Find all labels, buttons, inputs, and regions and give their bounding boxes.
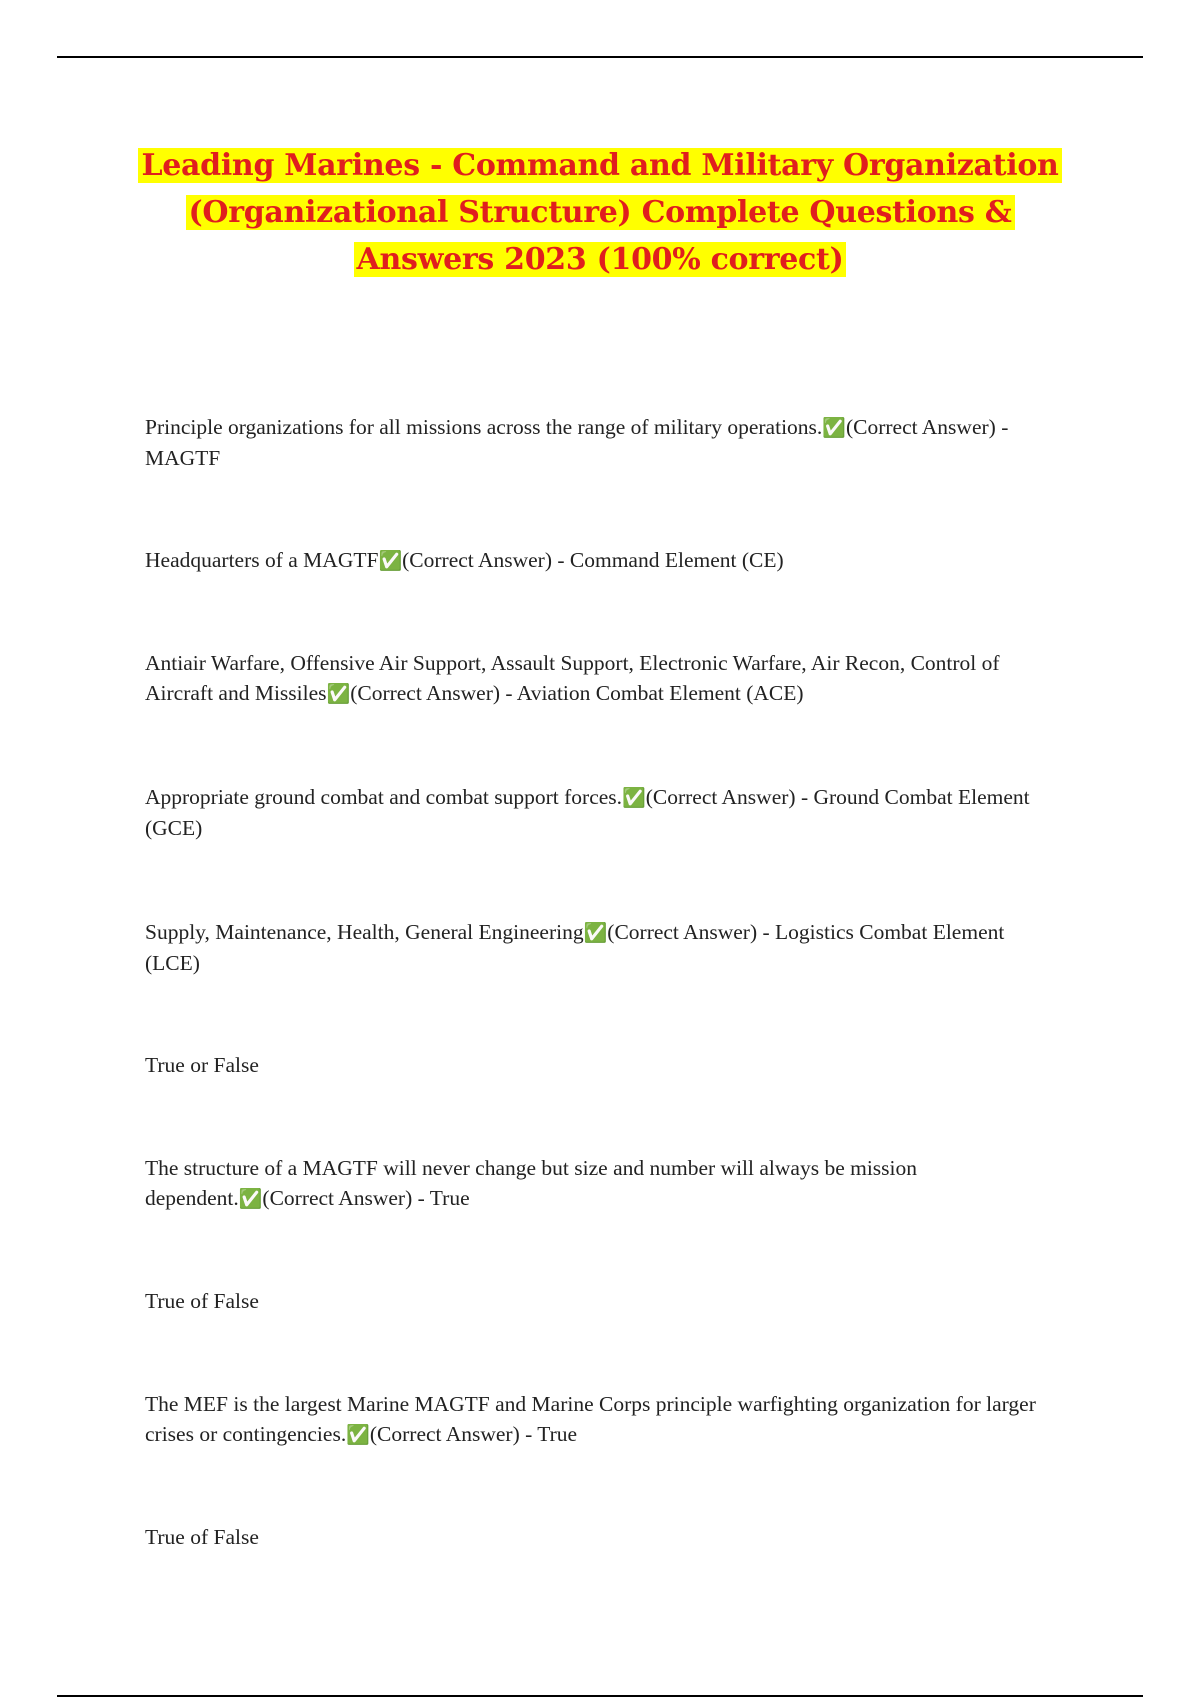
qa-entry-8 xyxy=(145,1286,1060,1316)
question-text: Headquarters of a MAGTF xyxy=(145,548,379,572)
qa-entry-7 xyxy=(145,1153,1060,1214)
answer-text: (Correct Answer) - Aviation Combat Element (ACE) xyxy=(350,681,804,705)
qa-entry-6 xyxy=(145,1050,1060,1080)
qa-entry-9 xyxy=(145,1389,1060,1450)
question-text: True or False xyxy=(145,1053,259,1077)
question-text: True of False xyxy=(145,1289,259,1313)
check-mark-icon: ✅ xyxy=(622,787,646,809)
title-line-3: Answers 2023 (100% correct) xyxy=(354,242,847,277)
question-text: True of False xyxy=(145,1525,259,1549)
title-line-2: (Organizational Structure) Complete Questions & xyxy=(186,195,1015,230)
question-text: Appropriate ground combat and combat support forces. xyxy=(145,785,623,809)
check-mark-icon: ✅ xyxy=(583,922,608,944)
qa-entry-3 xyxy=(145,648,1060,709)
answer-text: (Correct Answer) - True xyxy=(262,1186,470,1210)
top-rule xyxy=(57,56,1143,58)
answer-text: (Correct Answer) - Logistics Combat Element (LCE) xyxy=(145,920,1005,975)
answer-text: (Correct Answer) - Ground Combat Element (GCE) xyxy=(145,785,1030,840)
check-mark-icon: ✅ xyxy=(822,417,846,439)
check-mark-icon: ✅ xyxy=(238,1188,263,1210)
question-text: Principle organizations for all missions across the range of military operations. xyxy=(145,415,823,439)
check-mark-icon: ✅ xyxy=(378,550,403,572)
question-text: The MEF is the largest Marine MAGTF and Marine Corps principle warfighting organization for larger crises or contingencies. xyxy=(145,1392,1036,1446)
qa-entry-10 xyxy=(145,1522,1060,1552)
qa-entry-4 xyxy=(145,782,1060,843)
qa-entry-2 xyxy=(145,545,1060,576)
question-text: The structure of a MAGTF will never change but size and number will always be mission dependent. xyxy=(145,1156,918,1210)
check-mark-icon: ✅ xyxy=(326,683,351,705)
bottom-rule xyxy=(57,1695,1143,1697)
title-line-1: Leading Marines - Command and Military Organization xyxy=(138,148,1061,183)
check-mark-icon: ✅ xyxy=(346,1424,370,1446)
question-text: Antiair Warfare, Offensive Air Support, Assault Support, Electronic Warfare, Air Recon, Control of Aircraft and Missiles xyxy=(145,651,1000,705)
answer-text: (Correct Answer) - True xyxy=(369,1422,578,1446)
document-title xyxy=(100,142,1100,283)
question-text: Supply, Maintenance, Health, General Engineering xyxy=(145,920,584,944)
qa-entry-1 xyxy=(145,412,1060,473)
qa-entry-5 xyxy=(145,917,1060,978)
answer-text: (Correct Answer) - Command Element (CE) xyxy=(402,548,784,572)
answer-text: (Correct Answer) - MAGTF xyxy=(145,415,1009,470)
